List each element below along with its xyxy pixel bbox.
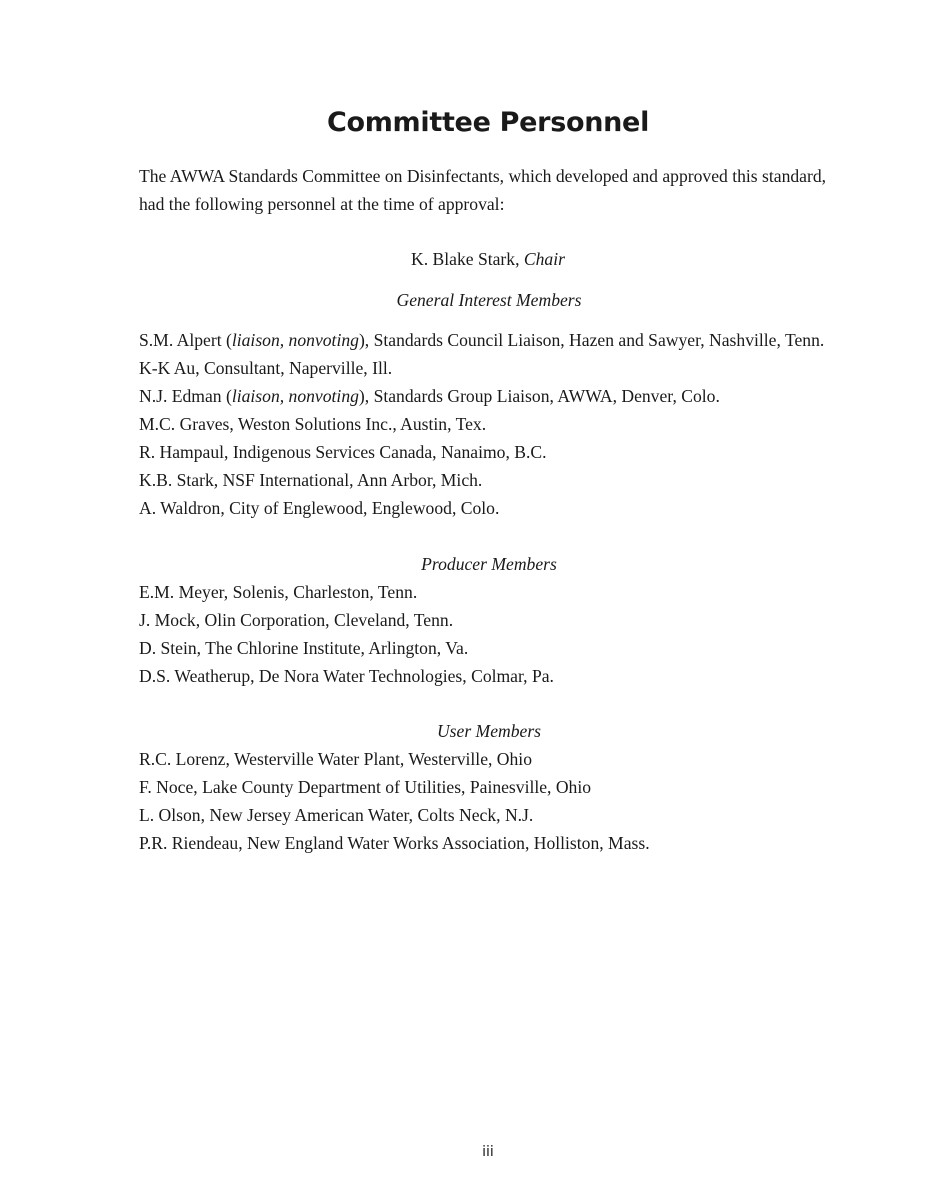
page-title: Committee Personnel <box>326 107 650 138</box>
list-item: L. Olson, New Jersey American Water, Colts Neck, N.J. <box>139 805 534 825</box>
list-item: K-K Au, Consultant, Naperville, Ill. <box>139 358 393 378</box>
chair-name: K. Blake Stark, <box>411 249 524 269</box>
list-item: P.R. Riendeau, New England Water Works Association, Holliston, Mass. <box>139 833 650 853</box>
producer-list <box>139 578 950 690</box>
general-interest-list <box>139 326 950 522</box>
page-number: iii <box>482 1144 494 1160</box>
intro-paragraph: The AWWA Standards Committee on Disinfectants, which developed and approved this standard, had the following personnel at the time of approval: <box>139 166 827 214</box>
list-item: F. Noce, Lake County Department of Utilities, Painesville, Ohio <box>139 777 592 797</box>
user-section <box>0 717 950 857</box>
committee-chair <box>0 245 950 273</box>
list-item: J. Mock, Olin Corporation, Cleveland, Tenn. <box>139 610 454 630</box>
list-item: E.M. Meyer, Solenis, Charleston, Tenn. <box>139 582 418 602</box>
producer-heading: Producer Members <box>421 554 557 574</box>
list-item: A. Waldron, City of Englewood, Englewood, Colo. <box>139 498 500 518</box>
list-item: S.M. Alpert (liaison, nonvoting), Standards Council Liaison, Hazen and Sawyer, Nashville, Tenn. <box>139 330 825 350</box>
list-item: D.S. Weatherup, De Nora Water Technologies, Colmar, Pa. <box>139 666 554 686</box>
general-interest-section <box>0 286 950 522</box>
general-interest-heading: General Interest Members <box>396 290 582 310</box>
user-heading: User Members <box>436 721 542 741</box>
list-item: R. Hampaul, Indigenous Services Canada, Nanaimo, B.C. <box>139 442 547 462</box>
list-item: D. Stein, The Chlorine Institute, Arlington, Va. <box>139 638 469 658</box>
list-item: K.B. Stark, NSF International, Ann Arbor, Mich. <box>139 470 483 490</box>
list-item: N.J. Edman (liaison, nonvoting), Standards Group Liaison, AWWA, Denver, Colo. <box>139 386 720 406</box>
producer-section <box>0 550 950 690</box>
list-item: R.C. Lorenz, Westerville Water Plant, Westerville, Ohio <box>139 749 532 769</box>
chair-role: Chair <box>523 249 565 269</box>
user-list <box>139 745 950 857</box>
list-item: M.C. Graves, Weston Solutions Inc., Austin, Tex. <box>139 414 487 434</box>
